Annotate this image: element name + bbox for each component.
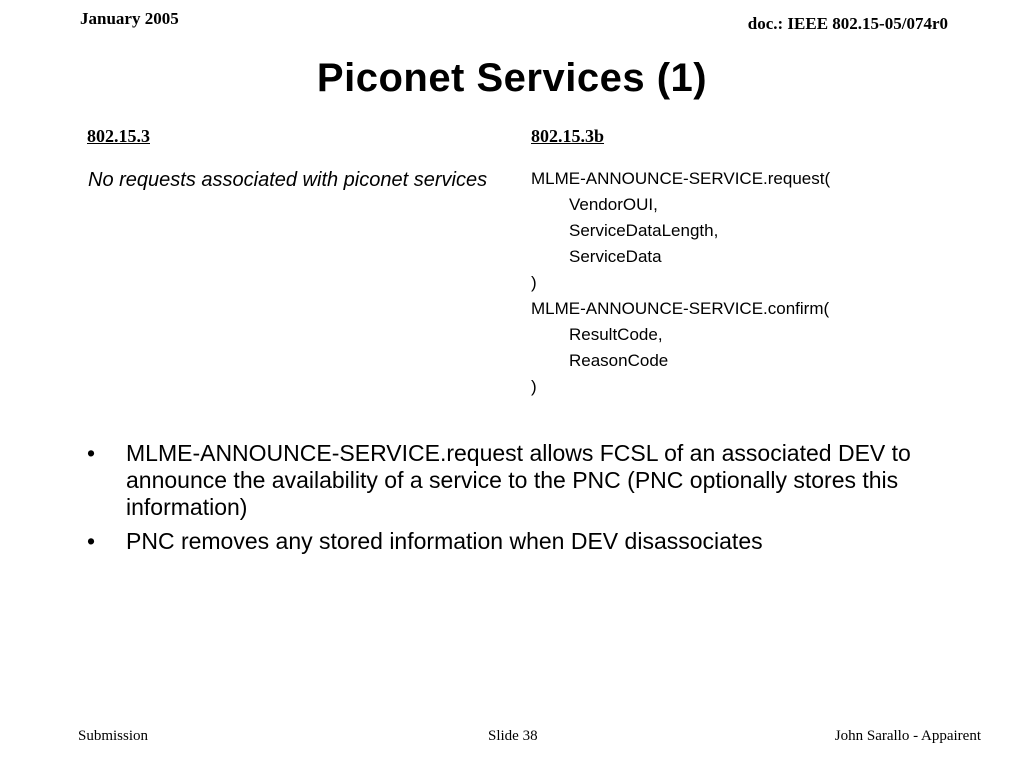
primitive-param-line: ServiceData (569, 247, 662, 266)
bullet-item (87, 528, 937, 555)
bullet-text: MLME-ANNOUNCE-SERVICE.request allows FCSL of an associated DEV to announce the availability of a service to the PNC (PNC optionally stores this information) (126, 440, 911, 520)
right-column-body (531, 166, 971, 400)
bullet-marker: • (87, 440, 96, 466)
primitive-param-line: ServiceDataLength, (569, 221, 719, 240)
header-doc-id: doc.: IEEE 802.15-05/074r0 (747, 14, 948, 33)
primitive-line: ) (531, 377, 537, 396)
primitive-param-line: ReasonCode (569, 351, 669, 370)
left-column-body: No requests associated with piconet services (88, 169, 488, 191)
bullet-text: PNC removes any stored information when DEV disassociates (126, 528, 763, 554)
primitive-line: ) (531, 273, 537, 292)
primitive-param-line: ResultCode, (569, 325, 663, 344)
bullet-item (87, 440, 937, 521)
left-column-heading: 802.15.3 (87, 126, 150, 146)
slide-title: Piconet Services (1) (316, 56, 708, 100)
right-column-heading: 802.15.3b (531, 126, 605, 146)
footer-submission: Submission (78, 728, 149, 744)
footer-slide-number: Slide 38 (488, 728, 538, 744)
header-date: January 2005 (80, 9, 179, 28)
bullet-list (87, 440, 937, 562)
primitive-line: MLME-ANNOUNCE-SERVICE.confirm( (531, 299, 830, 318)
footer-author: John Sarallo - Appairent (834, 728, 981, 744)
primitive-param-line: VendorOUI, (569, 195, 658, 214)
primitive-line: MLME-ANNOUNCE-SERVICE.request( (531, 169, 831, 188)
bullet-marker: • (87, 528, 96, 554)
